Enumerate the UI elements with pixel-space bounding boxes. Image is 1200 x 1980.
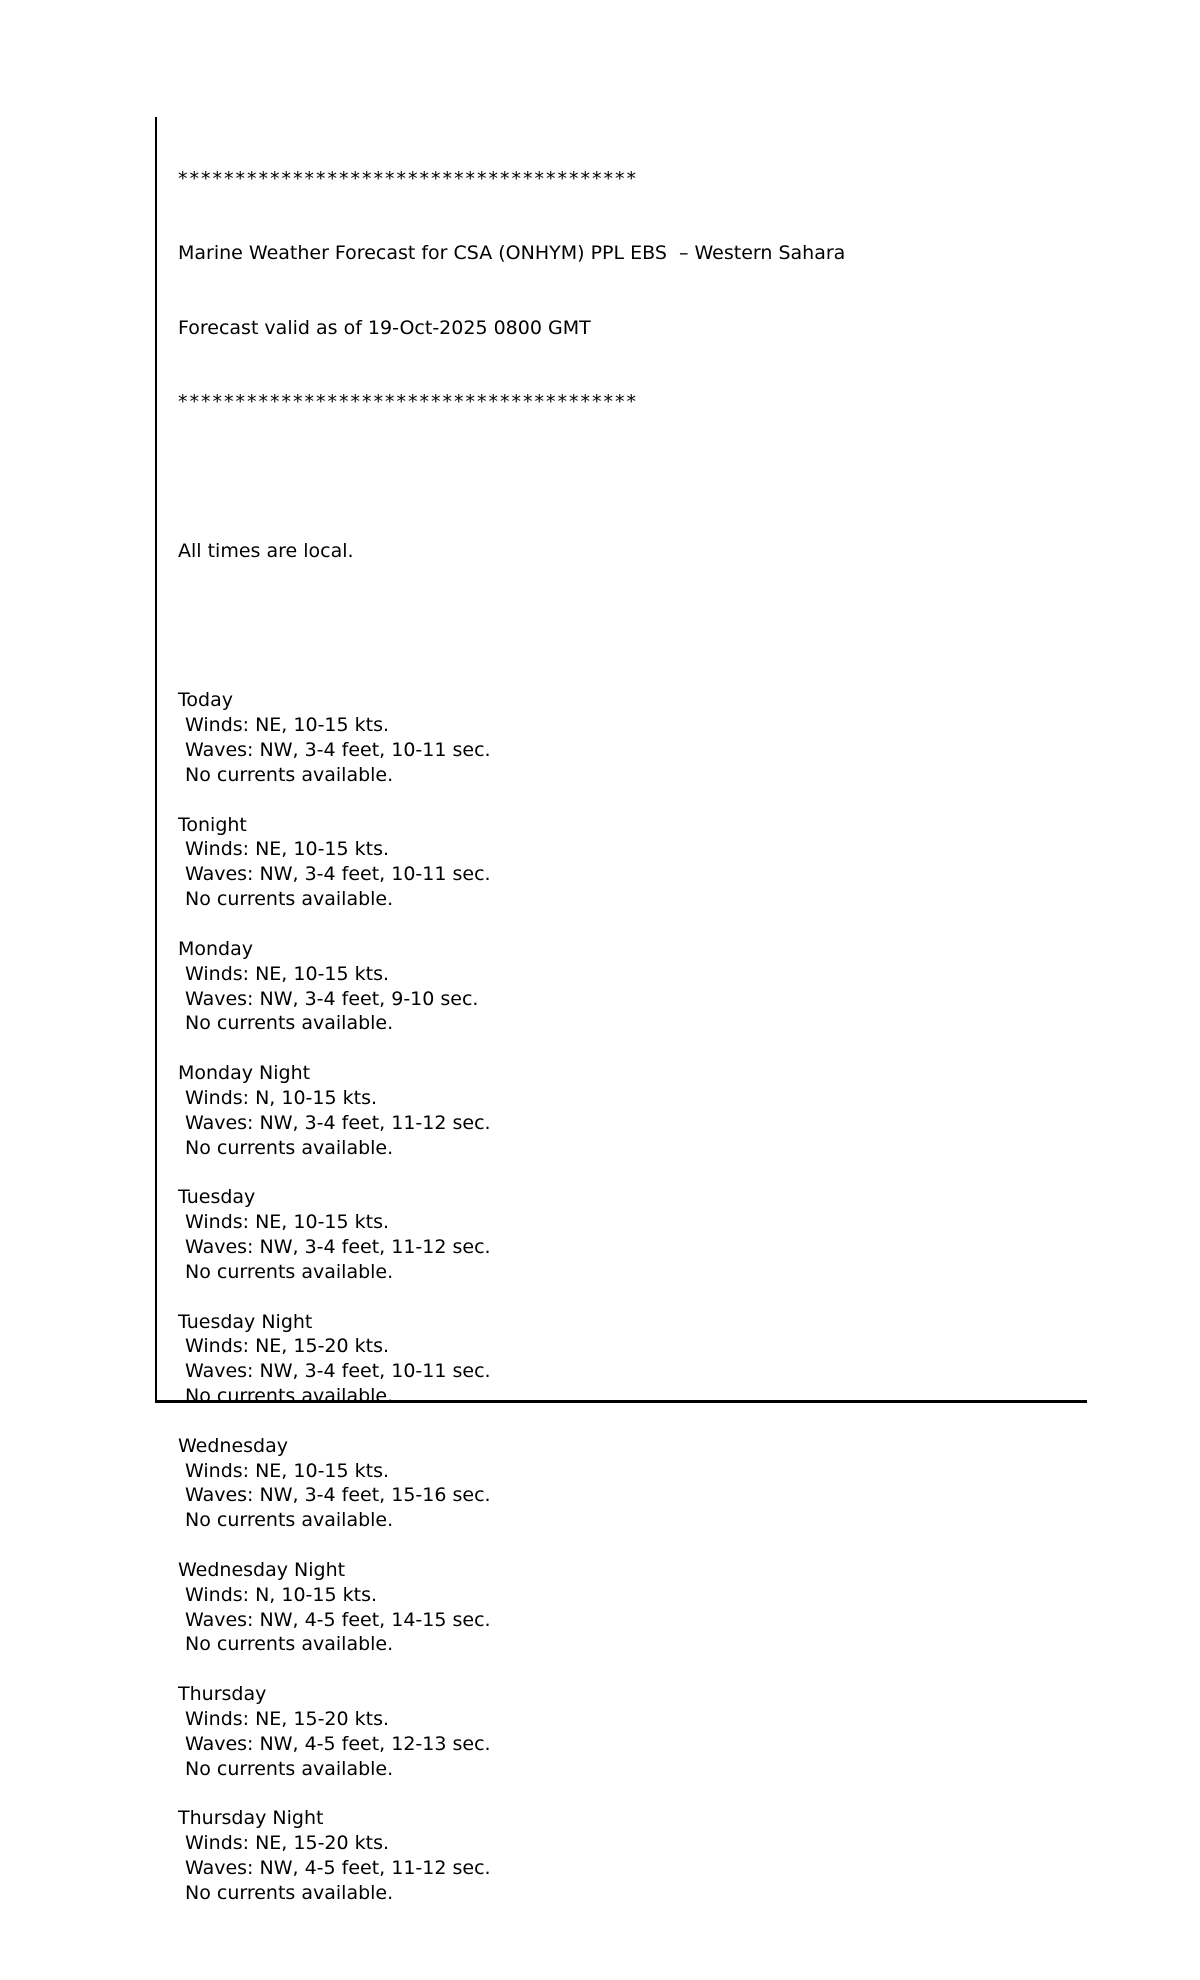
section-currents-line: No currents available. <box>185 1136 394 1159</box>
section-day-heading: Tuesday Night <box>178 1310 313 1333</box>
section-waves-line: Waves: NW, 3-4 feet, 9-10 sec. <box>185 987 479 1010</box>
section-day-heading: Tonight <box>178 813 247 836</box>
forecast-section <box>178 1185 1128 1309</box>
section-currents-line: No currents available. <box>185 763 394 786</box>
blank-line <box>178 1160 1128 1185</box>
section-waves-line: Waves: NW, 3-4 feet, 10-11 sec. <box>185 739 491 762</box>
section-winds-line: Winds: NE, 10-15 kts. <box>185 962 390 985</box>
blank-line <box>178 1906 1128 1931</box>
blank-line <box>178 912 1128 937</box>
divider-top: **************************************** <box>178 167 638 190</box>
section-day-heading: Wednesday Night <box>178 1558 346 1581</box>
section-winds-line: Winds: NE, 10-15 kts. <box>185 838 390 861</box>
section-waves-line: Waves: NW, 4-5 feet, 11-12 sec. <box>185 1857 491 1880</box>
blank-line <box>178 1533 1128 1558</box>
document-title: Marine Weather Forecast for CSA (ONHYM) PPL EBS – Western Sahara <box>178 242 846 265</box>
section-day-heading: Today <box>178 689 233 712</box>
forecast-section <box>178 1434 1128 1558</box>
forecast-section <box>178 1558 1128 1682</box>
section-winds-line: Winds: NE, 15-20 kts. <box>185 1832 390 1855</box>
blank-line <box>178 1285 1128 1310</box>
section-winds-line: Winds: NE, 10-15 kts. <box>185 1459 390 1482</box>
section-waves-line: Waves: NW, 3-4 feet, 10-11 sec. <box>185 863 491 886</box>
section-winds-line: Winds: NE, 10-15 kts. <box>185 1211 390 1234</box>
section-currents-line: No currents available. <box>185 1385 394 1408</box>
section-waves-line: Waves: NW, 4-5 feet, 12-13 sec. <box>185 1732 491 1755</box>
forecast-section <box>178 688 1128 812</box>
forecast-section <box>178 1310 1128 1434</box>
section-waves-line: Waves: NW, 3-4 feet, 10-11 sec. <box>185 1360 491 1383</box>
blank-line <box>178 788 1128 813</box>
blank-line <box>178 1657 1128 1682</box>
section-waves-line: Waves: NW, 4-5 feet, 14-15 sec. <box>185 1608 491 1631</box>
section-waves-line: Waves: NW, 3-4 feet, 11-12 sec. <box>185 1111 491 1134</box>
section-winds-line: Winds: NE, 15-20 kts. <box>185 1708 390 1730</box>
blank-line <box>178 1409 1128 1434</box>
blank-line <box>178 1036 1128 1061</box>
section-day-heading: Wednesday <box>178 1434 289 1457</box>
section-day-heading: Thursday <box>178 1683 267 1706</box>
section-waves-line: Waves: NW, 3-4 feet, 15-16 sec. <box>185 1484 491 1507</box>
section-day-heading: Monday <box>178 937 254 960</box>
section-currents-line: No currents available. <box>185 1260 394 1283</box>
forecast-sections <box>178 688 1128 1930</box>
section-currents-line: No currents available. <box>185 1633 394 1656</box>
section-day-heading: Tuesday <box>178 1186 256 1209</box>
times-note: All times are local. <box>178 540 354 563</box>
frame-left-border <box>155 117 157 1403</box>
section-currents-line: No currents available. <box>185 1757 394 1780</box>
section-winds-line: Winds: NE, 10-15 kts. <box>185 714 390 737</box>
section-currents-line: No currents available. <box>185 1881 394 1904</box>
forecast-text <box>178 117 1128 1980</box>
blank-line <box>178 1782 1128 1807</box>
section-winds-line: Winds: NE, 15-20 kts. <box>185 1335 390 1358</box>
section-winds-line: Winds: N, 10-15 kts. <box>185 1086 378 1109</box>
section-currents-line: No currents available. <box>185 1509 394 1532</box>
blank-line <box>178 614 1128 639</box>
section-currents-line: No currents available. <box>185 888 394 911</box>
section-currents-line: No currents available. <box>185 1012 394 1035</box>
forecast-section <box>178 1061 1128 1185</box>
section-winds-line: Winds: N, 10-15 kts. <box>185 1583 378 1606</box>
forecast-section <box>178 937 1128 1061</box>
divider-bottom: **************************************** <box>178 391 638 414</box>
blank-line <box>178 465 1128 490</box>
section-day-heading: Monday Night <box>178 1062 311 1085</box>
forecast-section <box>178 1806 1128 1930</box>
forecast-valid-line: Forecast valid as of 19-Oct-2025 0800 GMT <box>178 316 591 339</box>
section-day-heading: Thursday Night <box>178 1807 324 1830</box>
forecast-section <box>178 1682 1128 1806</box>
section-waves-line: Waves: NW, 3-4 feet, 11-12 sec. <box>185 1235 491 1258</box>
forecast-section <box>178 813 1128 937</box>
